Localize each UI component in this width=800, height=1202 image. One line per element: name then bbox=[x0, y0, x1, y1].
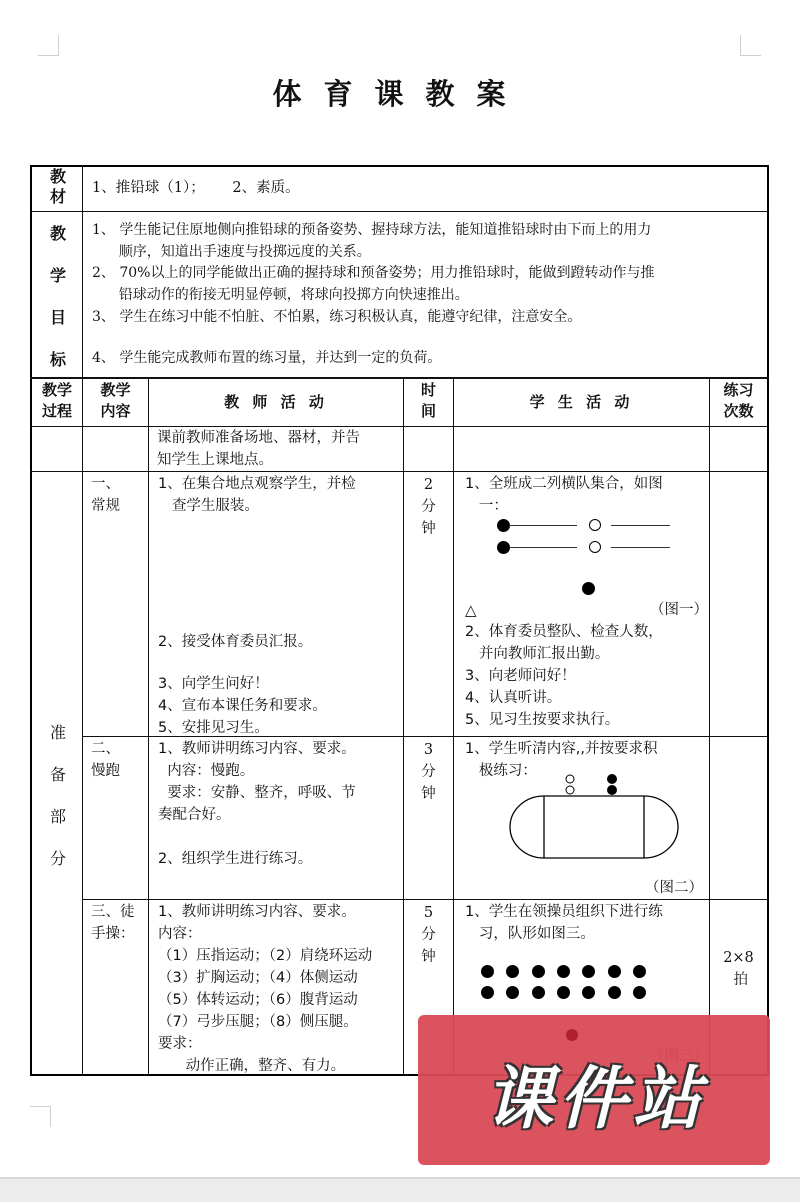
row-divider bbox=[30, 471, 769, 472]
class-leader-marker bbox=[582, 582, 595, 595]
page-corner-mark bbox=[30, 1106, 51, 1127]
section-label-char: 备 bbox=[49, 765, 66, 784]
figure-2-running-track bbox=[500, 770, 690, 870]
student-marker-filled bbox=[506, 986, 519, 999]
student-activity-intro: 1、学生听清内容,,并按要求积 极练习： bbox=[465, 741, 658, 779]
formation-line bbox=[509, 525, 577, 526]
teacher-activity-item: 1、在集合地点观察学生，并检 查学生服装。 bbox=[158, 476, 356, 514]
col-divider bbox=[82, 378, 83, 1075]
student-marker-hollow bbox=[566, 775, 574, 783]
row-content-label: 三、徒 手操： bbox=[91, 904, 135, 942]
formation-line bbox=[509, 547, 577, 548]
objectives-label-char: 学 bbox=[49, 266, 66, 285]
track-outline bbox=[510, 796, 678, 858]
material-text: 1、推铅球（1）； 2、素质。 bbox=[92, 180, 300, 196]
student-marker-filled bbox=[557, 986, 570, 999]
row-content-label: 二、 慢跑 bbox=[91, 741, 120, 779]
objectives-label-char: 目 bbox=[49, 308, 66, 327]
viewer-bottom-bar bbox=[0, 1177, 800, 1202]
row-time: 3 分 钟 bbox=[421, 742, 436, 802]
student-marker-hollow bbox=[589, 541, 601, 553]
page-corner-mark bbox=[740, 35, 761, 56]
row-divider bbox=[30, 211, 769, 212]
formation-line bbox=[611, 547, 670, 548]
row-divider bbox=[30, 377, 769, 379]
student-marker-filled bbox=[532, 986, 545, 999]
table-border-left bbox=[30, 165, 32, 1076]
teacher-activity-item: 3、向学生问好！ 4、宣布本课任务和要求。 5、安排见习生。 bbox=[158, 676, 327, 736]
teacher-activity-text: 1、教师讲明练习内容、要求。 内容：慢跑。 要求：安静、整齐，呼吸、节 奏配合好。 2、组织学生进行练习。 bbox=[158, 741, 356, 867]
figure-caption: （图二） bbox=[645, 880, 703, 896]
table-border-right bbox=[767, 165, 769, 1076]
header-teacher-activity: 教 师 活 动 bbox=[224, 393, 328, 411]
header-reps: 练习 次数 bbox=[723, 381, 754, 420]
teacher-activity-text: 1、教师讲明练习内容、要求。 内容： （1）压指运动；（2）肩绕环运动 （3）扩胸运动；（4）体侧运动 （5）体转运动；（6）腹背运动 （7）弓步压腿；（8）侧压腿。 要求： 动作正确，整齐、有力。 bbox=[158, 904, 373, 1074]
col-divider bbox=[82, 165, 83, 378]
student-marker-filled bbox=[633, 986, 646, 999]
student-marker-filled bbox=[532, 965, 545, 978]
student-marker-filled bbox=[607, 774, 617, 784]
student-marker-filled bbox=[608, 965, 621, 978]
row-content-label: 一、 常规 bbox=[91, 476, 120, 514]
student-marker-hollow bbox=[566, 786, 574, 794]
teacher-position-icon: △ bbox=[465, 601, 477, 619]
material-label: 教 材 bbox=[49, 167, 66, 206]
student-marker-filled bbox=[506, 965, 519, 978]
section-label-char: 分 bbox=[49, 849, 66, 868]
objective-item: 3、 学生在练习中能不怕脏、不怕累，练习积极认真，能遵守纪律，注意安全。 bbox=[92, 309, 582, 325]
student-activity-intro: 1、学生在领操员组织下进行练 习，队形如图三。 bbox=[465, 904, 663, 942]
objectives-label-char: 标 bbox=[49, 350, 66, 369]
student-marker-filled bbox=[607, 785, 617, 795]
student-marker-filled bbox=[481, 986, 494, 999]
student-activity-intro: 1、全班成二列横队集合，如图 一： bbox=[465, 476, 663, 514]
section-label-char: 准 bbox=[49, 723, 66, 742]
teacher-activity-item: 2、接受体育委员汇报。 bbox=[158, 634, 313, 650]
document-title: 体育课教案 bbox=[272, 77, 528, 111]
row-time: 5 分 钟 bbox=[421, 905, 436, 965]
header-student-activity: 学 生 活 动 bbox=[529, 393, 634, 411]
pre-class-teacher-text: 课前教师准备场地、器材，并告 知学生上课地点。 bbox=[157, 430, 360, 468]
formation-line bbox=[611, 525, 670, 526]
objective-item: 4、 学生能完成教师布置的练习量，并达到一定的负荷。 bbox=[92, 350, 442, 366]
row-divider bbox=[82, 899, 769, 900]
header-content: 教学 内容 bbox=[100, 381, 131, 420]
page-corner-mark bbox=[38, 35, 59, 56]
header-process: 教学 过程 bbox=[41, 381, 72, 420]
objectives-label-char: 教 bbox=[49, 224, 66, 243]
leader-marker bbox=[566, 1029, 578, 1041]
col-divider bbox=[453, 378, 454, 1075]
student-marker-hollow bbox=[589, 519, 601, 531]
header-time: 时 间 bbox=[420, 381, 436, 420]
table-border-top bbox=[30, 165, 769, 167]
objective-item: 1、 学生能记住原地侧向推铅球的预备姿势、握持球方法，能知道推铅球时由下而上的用力 顺序，知道出手速度与投掷远度的关系。 bbox=[92, 222, 652, 260]
student-activity-items: 2、体育委员整队、检查人数， 并向教师汇报出勤。 3、向老师问好！ 4、认真听讲。 5、见习生按要求执行。 bbox=[465, 624, 663, 728]
figure-caption: （图一） bbox=[650, 602, 708, 618]
section-label-char: 部 bbox=[49, 807, 66, 826]
objective-item: 2、 70%以上的同学能做出正确的握持球和预备姿势；用力推铅球时，能做到蹬转动作与推 铅球动作的衔接无明显停顿，将球向投掷方向快速推出。 bbox=[92, 265, 655, 303]
student-marker-filled bbox=[633, 965, 646, 978]
col-divider bbox=[148, 378, 149, 1075]
student-marker-filled bbox=[608, 986, 621, 999]
row-divider bbox=[30, 426, 769, 427]
watermark-text: 课件站 bbox=[484, 1060, 707, 1139]
row-reps: 2×8 拍 bbox=[723, 950, 754, 988]
student-marker-filled bbox=[557, 965, 570, 978]
student-marker-filled bbox=[481, 965, 494, 978]
student-marker-filled bbox=[582, 986, 595, 999]
row-time: 2 分 钟 bbox=[421, 477, 436, 537]
student-marker-filled bbox=[582, 965, 595, 978]
